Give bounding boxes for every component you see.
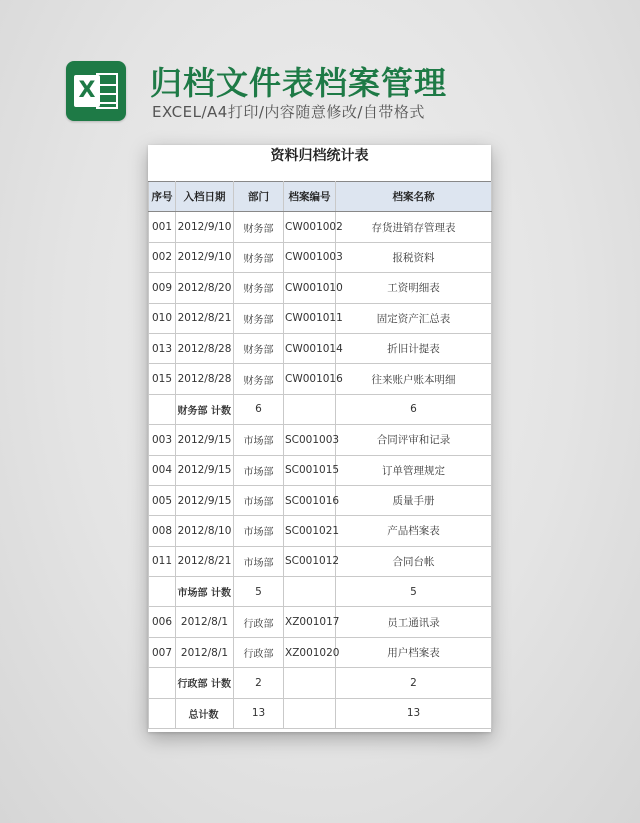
cell-code: CW001016 — [284, 364, 336, 394]
sheet-title: 资料归档统计表 — [270, 148, 369, 164]
cell-code: CW001002 — [284, 212, 336, 242]
header-no: 序号 — [149, 182, 176, 212]
cell-date: 2012/9/10 — [176, 242, 234, 272]
excel-x-letter: X — [74, 75, 100, 107]
cell-code: SC001016 — [284, 485, 336, 515]
cell-no: 011 — [149, 546, 176, 576]
cell-date: 2012/8/21 — [176, 546, 234, 576]
cell-name: 报税资料 — [336, 242, 492, 272]
table-row — [149, 637, 492, 667]
header-code: 档案编号 — [284, 182, 336, 212]
cell-name: 质量手册 — [336, 485, 492, 515]
dept-count: 6 — [234, 394, 284, 424]
table-row — [149, 546, 492, 576]
cell-no: 007 — [149, 637, 176, 667]
spreadsheet-preview — [148, 145, 491, 732]
cell-no: 015 — [149, 364, 176, 394]
cell-dept: 行政部 — [234, 607, 284, 637]
cell-name: 产品档案表 — [336, 516, 492, 546]
empty-cell — [149, 668, 176, 698]
cell-name: 固定资产汇总表 — [336, 303, 492, 333]
cell-date: 2012/9/15 — [176, 455, 234, 485]
cell-name: 存货进销存管理表 — [336, 212, 492, 242]
cell-no: 002 — [149, 242, 176, 272]
cell-dept: 财务部 — [234, 273, 284, 303]
cell-code: SC001003 — [284, 425, 336, 455]
cell-code: XZ001017 — [284, 607, 336, 637]
empty-cell — [149, 394, 176, 424]
cell-name: 工资明细表 — [336, 273, 492, 303]
cell-dept: 市场部 — [234, 546, 284, 576]
cell-code: CW001014 — [284, 333, 336, 363]
subtotal-label: 财务部 计数 — [176, 394, 234, 424]
excel-icon — [66, 61, 126, 121]
cell-name: 用户档案表 — [336, 637, 492, 667]
cell-name: 员工通讯录 — [336, 607, 492, 637]
cell-date: 2012/8/1 — [176, 607, 234, 637]
empty-cell — [284, 668, 336, 698]
table-row — [149, 425, 492, 455]
cell-date: 2012/8/20 — [176, 273, 234, 303]
cell-name: 折旧计提表 — [336, 333, 492, 363]
subtotal-label: 行政部 计数 — [176, 668, 234, 698]
dept-count: 5 — [234, 577, 284, 607]
cell-date: 2012/8/28 — [176, 364, 234, 394]
cell-no: 009 — [149, 273, 176, 303]
name-count: 2 — [336, 668, 492, 698]
cell-code: SC001012 — [284, 546, 336, 576]
dept-count: 2 — [234, 668, 284, 698]
header-name: 档案名称 — [336, 182, 492, 212]
cell-name: 往来账户账本明细 — [336, 364, 492, 394]
table-row — [149, 273, 492, 303]
cell-dept: 财务部 — [234, 333, 284, 363]
empty-cell — [284, 577, 336, 607]
empty-cell — [149, 577, 176, 607]
cell-dept: 财务部 — [234, 303, 284, 333]
table-row — [149, 455, 492, 485]
cell-no: 013 — [149, 333, 176, 363]
cell-dept: 市场部 — [234, 455, 284, 485]
cell-dept: 市场部 — [234, 516, 284, 546]
table-header-row — [149, 182, 492, 212]
cell-code: SC001015 — [284, 455, 336, 485]
subtotal-label: 总计数 — [176, 698, 234, 728]
cell-code: CW001011 — [284, 303, 336, 333]
header-dept: 部门 — [234, 182, 284, 212]
cell-name: 合同评审和记录 — [336, 425, 492, 455]
cell-no: 010 — [149, 303, 176, 333]
cell-no: 003 — [149, 425, 176, 455]
empty-cell — [149, 698, 176, 728]
cell-dept: 财务部 — [234, 242, 284, 272]
table-row — [149, 607, 492, 637]
cell-dept: 财务部 — [234, 364, 284, 394]
table-row — [149, 242, 492, 272]
cell-no: 001 — [149, 212, 176, 242]
name-count: 13 — [336, 698, 492, 728]
table-row — [149, 333, 492, 363]
name-count: 5 — [336, 577, 492, 607]
cell-name: 订单管理规定 — [336, 455, 492, 485]
empty-cell — [284, 394, 336, 424]
cell-date: 2012/8/10 — [176, 516, 234, 546]
cell-date: 2012/8/28 — [176, 333, 234, 363]
cell-date: 2012/8/21 — [176, 303, 234, 333]
header-date: 入档日期 — [176, 182, 234, 212]
table-row — [149, 516, 492, 546]
cell-dept: 财务部 — [234, 212, 284, 242]
cell-date: 2012/9/15 — [176, 485, 234, 515]
subtotal-row — [149, 577, 492, 607]
name-count: 6 — [336, 394, 492, 424]
cell-no: 006 — [149, 607, 176, 637]
excel-grid-icon — [96, 73, 118, 109]
cell-date: 2012/9/10 — [176, 212, 234, 242]
cell-no: 008 — [149, 516, 176, 546]
cell-dept: 市场部 — [234, 425, 284, 455]
table-row — [149, 364, 492, 394]
subtotal-label: 市场部 计数 — [176, 577, 234, 607]
cell-no: 004 — [149, 455, 176, 485]
table-row — [149, 303, 492, 333]
archive-table — [148, 181, 492, 729]
cell-code: CW001003 — [284, 242, 336, 272]
table-row — [149, 485, 492, 515]
subtotal-row — [149, 394, 492, 424]
banner-title: 归档文件表档案管理 — [150, 64, 448, 102]
cell-code: SC001021 — [284, 516, 336, 546]
cell-no: 005 — [149, 485, 176, 515]
cell-name: 合同台帐 — [336, 546, 492, 576]
cell-date: 2012/8/1 — [176, 637, 234, 667]
cell-dept: 行政部 — [234, 637, 284, 667]
cell-date: 2012/9/15 — [176, 425, 234, 455]
cell-dept: 市场部 — [234, 485, 284, 515]
table-row — [149, 212, 492, 242]
cell-code: CW001010 — [284, 273, 336, 303]
empty-cell — [284, 698, 336, 728]
cell-code: XZ001020 — [284, 637, 336, 667]
table-body — [149, 212, 492, 729]
subtotal-row — [149, 668, 492, 698]
banner-subtitle: EXCEL/A4打印/内容随意修改/自带格式 — [152, 103, 425, 121]
dept-count: 13 — [234, 698, 284, 728]
grand-total-row — [149, 698, 492, 728]
